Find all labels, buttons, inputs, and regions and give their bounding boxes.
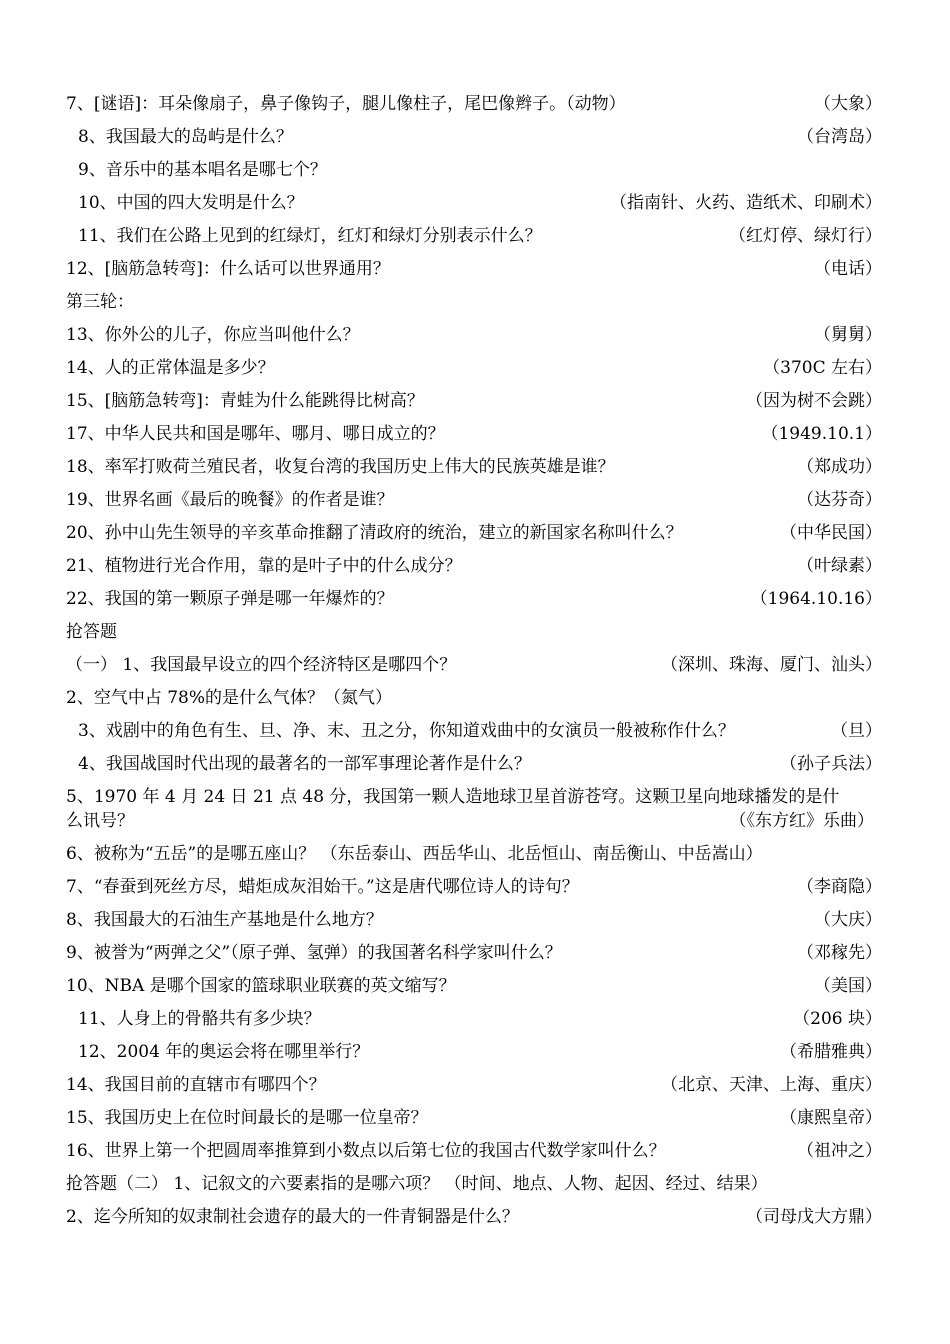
question-line bbox=[66, 871, 882, 904]
question-line bbox=[66, 1003, 882, 1036]
answer-text: （邓稼先） bbox=[797, 943, 882, 963]
question-text: 15、[脑筋急转弯]：青蛙为什么能跳得比树高？ bbox=[66, 391, 424, 411]
question-line bbox=[66, 451, 882, 484]
answer-text: （大象） bbox=[814, 94, 882, 114]
question-text: 17、中华人民共和国是哪年、哪月、哪日成立的？ bbox=[66, 424, 445, 444]
question-text: 4、我国战国时代出现的最著名的一部军事理论著作是什么？ bbox=[78, 754, 531, 774]
question-line bbox=[66, 187, 882, 220]
question-line bbox=[66, 385, 882, 418]
question-text: 2、空气中占 78%的是什么气体？（氮气） bbox=[66, 688, 393, 708]
question-text: 20、孙中山先生领导的辛亥革命推翻了清政府的统治，建立的新国家名称叫什么？ bbox=[66, 523, 683, 543]
answer-text: （郑成功） bbox=[797, 457, 882, 477]
question-line bbox=[66, 682, 882, 715]
question-line bbox=[66, 970, 882, 1003]
answer-text: （舅舅） bbox=[814, 325, 882, 345]
question-line bbox=[66, 550, 882, 583]
question-text: 抢答题（二） 1、记叙文的六要素指的是哪六项？ （时间、地点、人物、起因、经过、结果） bbox=[66, 1174, 768, 1194]
answer-text: （370C 左右） bbox=[763, 358, 882, 378]
answer-text: （司母戊大方鼎） bbox=[746, 1207, 882, 1227]
question-text: 10、中国的四大发明是什么？ bbox=[78, 193, 304, 213]
question-text: 么讯号？ bbox=[66, 811, 134, 831]
section-heading bbox=[66, 616, 882, 649]
question-text: 8、我国最大的石油生产基地是什么地方？ bbox=[66, 910, 383, 930]
answer-text: （因为树不会跳） bbox=[746, 391, 882, 411]
question-line bbox=[66, 319, 882, 352]
question-text: 5、1970 年 4 月 24 日 21 点 48 分，我国第一颗人造地球卫星首游苍穹。这颗卫星向地球播发的是什 bbox=[66, 787, 840, 807]
question-text: 9、被誉为“两弹之父”（原子弹、氢弹）的我国著名科学家叫什么？ bbox=[66, 943, 562, 963]
question-line bbox=[66, 1102, 882, 1135]
question-line bbox=[66, 418, 882, 451]
question-line bbox=[66, 253, 882, 286]
question-line bbox=[66, 88, 882, 121]
question-line bbox=[66, 1036, 882, 1069]
question-text: 14、人的正常体温是多少？ bbox=[66, 358, 275, 378]
answer-text: （《东方红》乐曲） bbox=[729, 811, 874, 831]
answer-text: （指南针、火药、造纸术、印刷术） bbox=[610, 193, 882, 213]
question-line bbox=[66, 484, 882, 517]
question-line bbox=[66, 583, 882, 616]
answer-text: （深圳、珠海、厦门、汕头） bbox=[661, 655, 882, 675]
question-line bbox=[66, 220, 882, 253]
question-line bbox=[66, 805, 882, 838]
section-title: 抢答题 bbox=[66, 622, 117, 642]
question-line bbox=[66, 904, 882, 937]
answer-text: （1949.10.1） bbox=[761, 424, 882, 444]
question-line bbox=[66, 1168, 882, 1201]
question-text: 10、NBA 是哪个国家的篮球职业联赛的英文缩写？ bbox=[66, 976, 456, 996]
question-text: 11、我们在公路上见到的红绿灯，红灯和绿灯分别表示什么？ bbox=[78, 226, 542, 246]
answer-text: （北京、天津、上海、重庆） bbox=[661, 1075, 882, 1095]
answer-text: （台湾岛） bbox=[797, 127, 882, 147]
question-text: 21、植物进行光合作用，靠的是叶子中的什么成分？ bbox=[66, 556, 462, 576]
answer-text: （达芬奇） bbox=[797, 490, 882, 510]
question-text: 9、音乐中的基本唱名是哪七个？ bbox=[78, 160, 327, 180]
question-text: 16、世界上第一个把圆周率推算到小数点以后第七位的我国古代数学家叫什么？ bbox=[66, 1141, 666, 1161]
question-text: 15、我国历史上在位时间最长的是哪一位皇帝？ bbox=[66, 1108, 428, 1128]
question-text: 11、人身上的骨骼共有多少块？ bbox=[78, 1009, 321, 1029]
question-text: 12、[脑筋急转弯]：什么话可以世界通用？ bbox=[66, 259, 390, 279]
question-text: 18、率军打败荷兰殖民者，收复台湾的我国历史上伟大的民族英雄是谁？ bbox=[66, 457, 615, 477]
question-line bbox=[66, 937, 882, 970]
question-line bbox=[66, 715, 882, 748]
answer-text: （叶绿素） bbox=[797, 556, 882, 576]
answer-text: （李商隐） bbox=[797, 877, 882, 897]
question-text: 8、我国最大的岛屿是什么？ bbox=[78, 127, 293, 147]
answer-text: （美国） bbox=[814, 976, 882, 996]
answer-text: （祖冲之） bbox=[797, 1141, 882, 1161]
question-line bbox=[66, 352, 882, 385]
answer-text: （希腊雅典） bbox=[780, 1042, 882, 1062]
question-text: 3、戏剧中的角色有生、旦、净、末、丑之分，你知道戏曲中的女演员一般被称作什么？ bbox=[78, 721, 735, 741]
question-line bbox=[66, 1201, 882, 1234]
question-line bbox=[66, 121, 882, 154]
question-text: 2、迄今所知的奴隶制社会遗存的最大的一件青铜器是什么？ bbox=[66, 1207, 519, 1227]
question-text: 14、我国目前的直辖市有哪四个？ bbox=[66, 1075, 326, 1095]
question-text: 19、世界名画《最后的晚餐》的作者是谁？ bbox=[66, 490, 394, 510]
question-text: 7、[谜语]：耳朵像扇子，鼻子像钩子，腿儿像柱子，尾巴像辫子。（动物） bbox=[66, 94, 626, 114]
answer-text: （大庆） bbox=[814, 910, 882, 930]
question-text: 12、2004 年的奥运会将在哪里举行？ bbox=[78, 1042, 370, 1062]
answer-text: （旦） bbox=[831, 721, 882, 741]
question-text: 13、你外公的儿子，你应当叫他什么？ bbox=[66, 325, 360, 345]
question-line bbox=[66, 1135, 882, 1168]
answer-text: （康熙皇帝） bbox=[780, 1108, 882, 1128]
question-text: （一） 1、我国最早设立的四个经济特区是哪四个？ bbox=[66, 655, 457, 675]
section-heading bbox=[66, 286, 882, 319]
question-text: 22、我国的第一颗原子弹是哪一年爆炸的？ bbox=[66, 589, 394, 609]
answer-text: （中华民国） bbox=[780, 523, 882, 543]
answer-text: （孙子兵法） bbox=[780, 754, 882, 774]
section-title: 第三轮： bbox=[66, 292, 134, 312]
question-line bbox=[66, 517, 882, 550]
question-text: 7、“春蚕到死丝方尽，蜡炬成灰泪始干。”这是唐代哪位诗人的诗句？ bbox=[66, 877, 579, 897]
answer-text: （电话） bbox=[814, 259, 882, 279]
answer-text: （1964.10.16） bbox=[750, 589, 882, 609]
question-line bbox=[66, 1069, 882, 1102]
question-line bbox=[66, 838, 882, 871]
question-line bbox=[66, 649, 882, 682]
answer-text: （红灯停、绿灯行） bbox=[729, 226, 882, 246]
answer-text: （206 块） bbox=[793, 1009, 882, 1029]
question-line bbox=[66, 154, 882, 187]
question-line bbox=[66, 748, 882, 781]
question-text: 6、被称为“五岳”的是哪五座山？ （东岳泰山、西岳华山、北岳恒山、南岳衡山、中岳嵩山） bbox=[66, 844, 763, 864]
